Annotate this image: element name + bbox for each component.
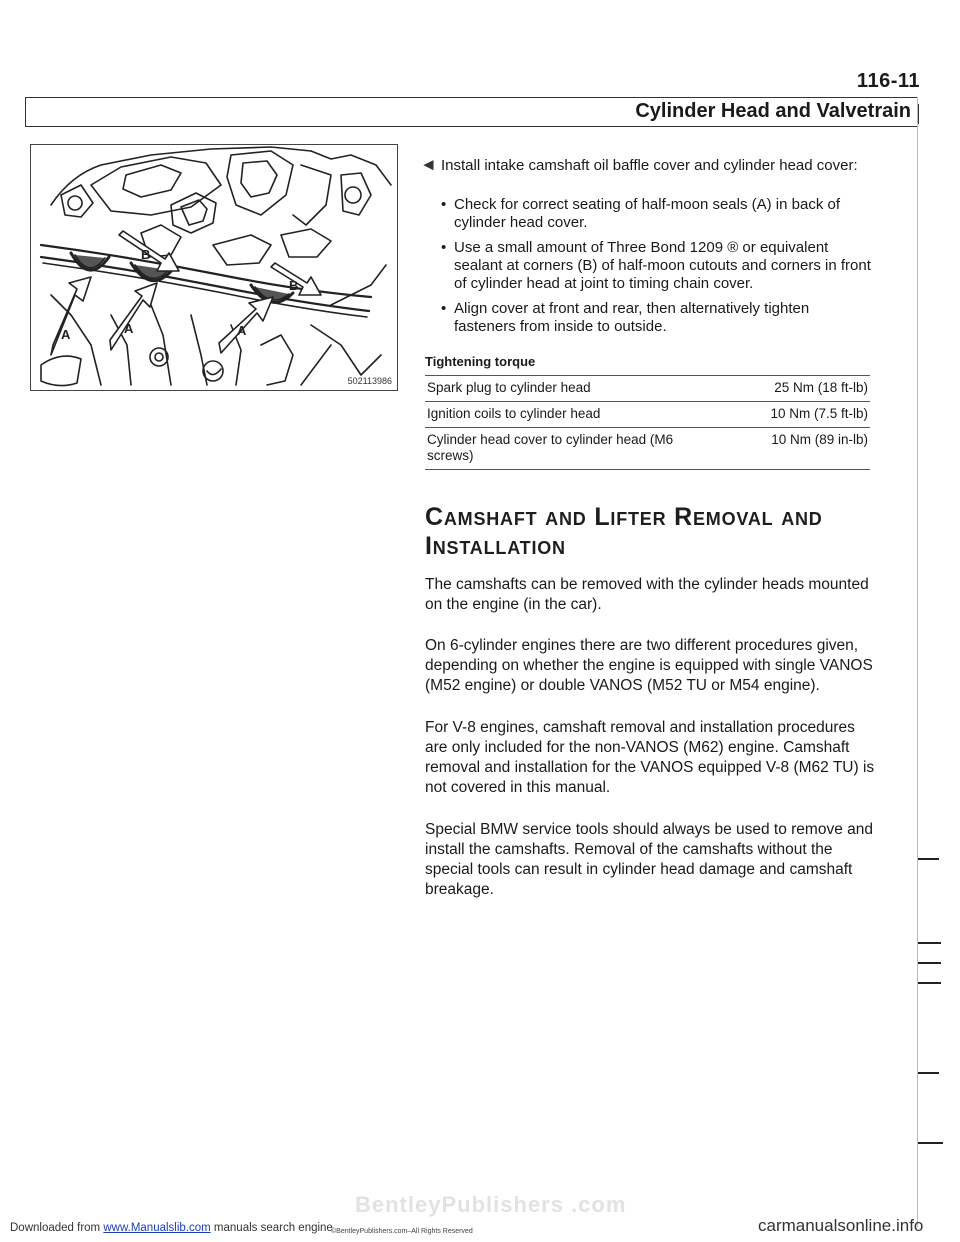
table-row (425, 427, 870, 470)
download-notice: Downloaded from www.Manualslib.com manuals search engine (10, 1222, 333, 1234)
manualslib-link[interactable]: www.Manualslib.com (103, 1222, 211, 1234)
label-a-2: A (124, 321, 134, 336)
torque-value: 25 Nm (18 ft-lb) (774, 380, 868, 395)
label-a-1: A (61, 327, 71, 342)
instruction-bullets (441, 196, 871, 343)
label-b-1: B (141, 247, 151, 262)
copyright-notice: ©BentleyPublishers.com–All Rights Reserved (331, 1228, 473, 1235)
paragraph: Special BMW service tools should always be used to remove and install the camshafts. Removal of the camshafts without the special tools can result in cylinder head damage and camshaft breakage. (425, 821, 873, 898)
torque-item: Ignition coils to cylinder head (427, 406, 601, 421)
torque-value: 10 Nm (89 in-lb) (771, 432, 868, 447)
list-item: • Align cover at front and rear, then alternatively tighten fasteners from inside to outside. (441, 300, 810, 335)
table-row (425, 401, 870, 427)
section-header-bar (25, 97, 917, 127)
tightening-torque-table (425, 354, 870, 470)
label-b-2: B (289, 278, 299, 293)
list-item: • Use a small amount of Three Bond 1209 ® or equivalent sealant at corners (B) of half-moon cutouts and corners in front of cylinder head at joint to timing chain cover. (441, 239, 871, 292)
page-number: 116-11 (856, 70, 920, 92)
watermark: BentleyPublishers .com (355, 1192, 627, 1217)
section-title: Cylinder Head and Valvetrain (635, 100, 911, 122)
engine-illustration (30, 144, 398, 391)
torque-item: Cylinder head cover to cylinder head (M6 screws) (427, 432, 674, 463)
paragraph: For V-8 engines, camshaft removal and installation procedures are only included for the non-VANOS (M62) engine. Camshaft removal and installation for the VANOS equipped V-8 (M62 TU) is not covered in this manual. (425, 719, 875, 796)
label-a-3: A (237, 323, 247, 338)
paragraph: The camshafts can be removed with the cylinder heads mounted on the engine (in the car). (425, 576, 869, 613)
torque-value: 10 Nm (7.5 ft-lb) (770, 406, 868, 421)
section-heading: Camshaft and Lifter Removal and Installation (425, 503, 823, 560)
list-item: • Check for correct seating of half-moon seals (A) in back of cylinder head cover. (441, 196, 841, 231)
bullet-icon: • (441, 300, 447, 317)
figure-code: 502113986 (347, 376, 392, 386)
table-row (425, 375, 870, 401)
left-arrow-icon: ◄ (420, 155, 437, 174)
intro-instruction: Install intake camshaft oil baffle cover and cylinder head cover: (441, 157, 858, 174)
paragraph: On 6-cylinder engines there are two different procedures given, depending on whether the engine is equipped with single VANOS (M52 engine) or double VANOS (M52 TU or M54 engine). (425, 637, 873, 694)
table-title: Tightening torque (425, 354, 536, 369)
site-watermark: carmanualsonline.info (758, 1216, 924, 1235)
bullet-icon: • (441, 196, 447, 213)
torque-item: Spark plug to cylinder head (427, 380, 591, 395)
cylinder-head-cover-drawing (31, 145, 397, 390)
bullet-icon: • (441, 239, 447, 256)
